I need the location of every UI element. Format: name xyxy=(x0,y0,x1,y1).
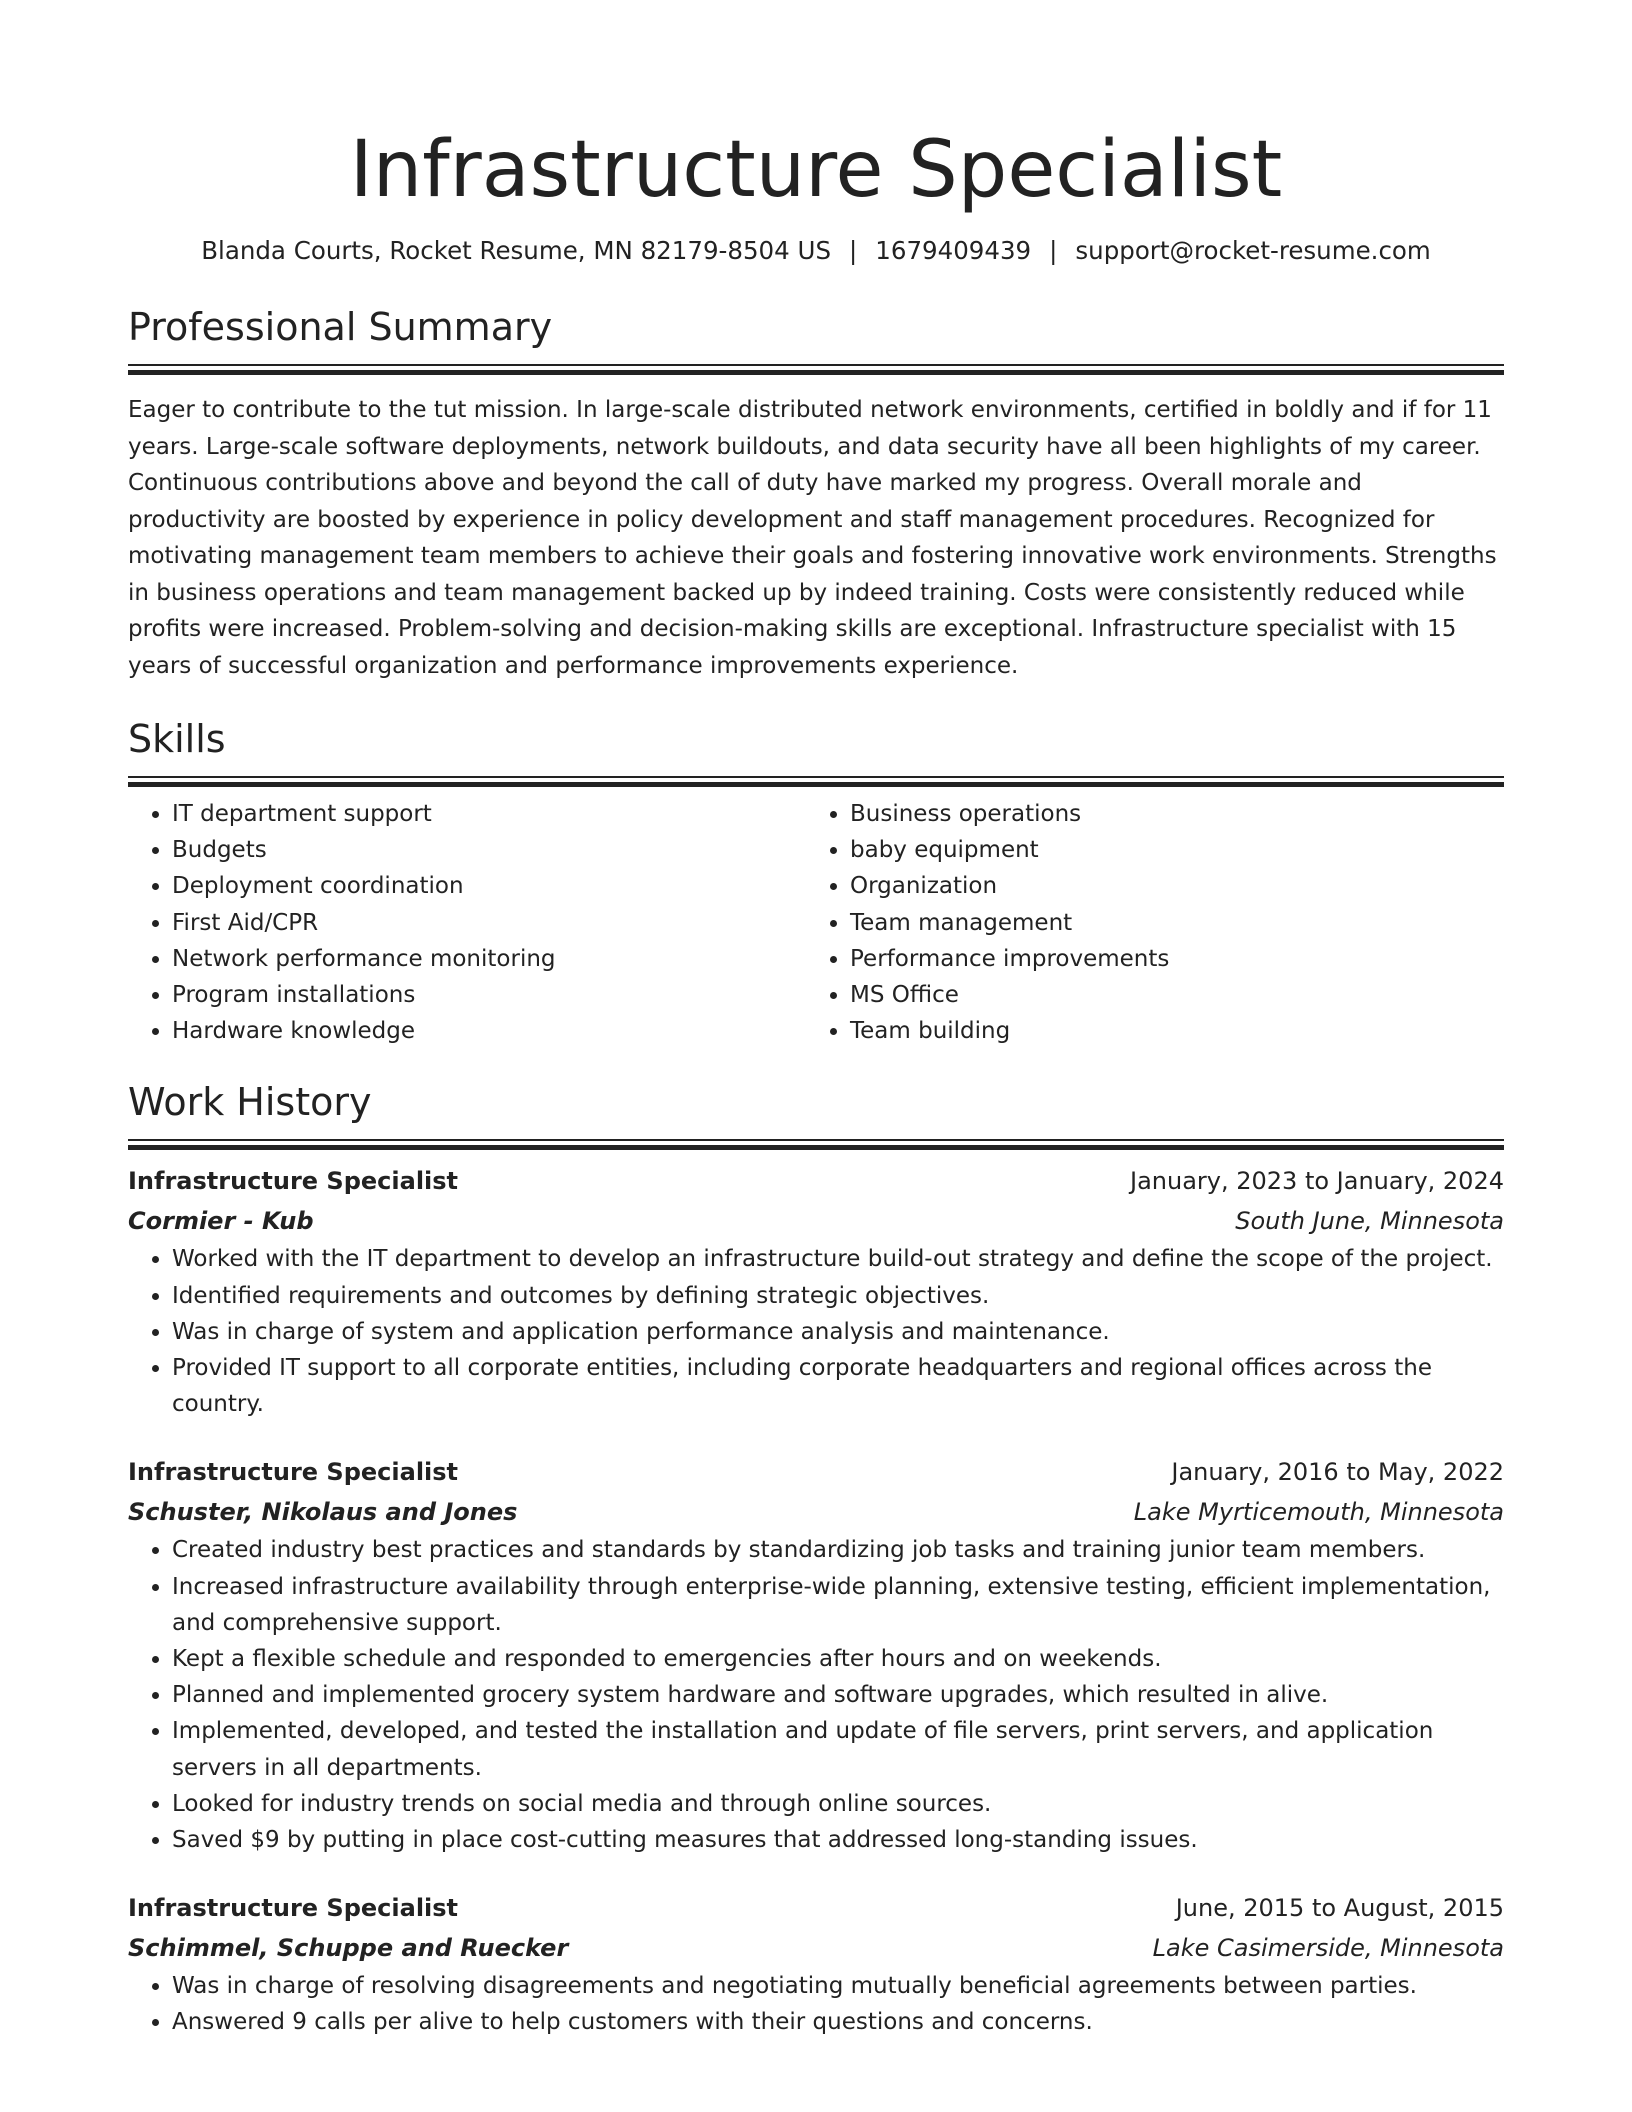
job-header-row xyxy=(128,1161,1504,1201)
section-divider xyxy=(128,776,1504,778)
job-location: Lake Casimerside, Minnesota xyxy=(1152,1934,1504,1963)
skill-item: • Network performance monitoring xyxy=(172,941,806,977)
section-divider xyxy=(128,1139,1504,1141)
job-bullet: • Provided IT support to all corporate entities, including corporate headquarters and regional offices across the country. xyxy=(172,1350,1504,1422)
job-company-row xyxy=(128,1201,1504,1241)
skill-item: • Team management xyxy=(850,905,1484,941)
job-bullets xyxy=(128,1241,1504,1422)
skill-item: • Business operations xyxy=(850,796,1484,832)
contact-address: Blanda Courts, Rocket Resume, MN 82179-8504 US xyxy=(201,236,831,265)
job-dates: June, 2015 to August, 2015 xyxy=(1175,1894,1504,1923)
contact-line xyxy=(128,234,1504,268)
skill-item: • Performance improvements xyxy=(850,941,1484,977)
skill-item: • Budgets xyxy=(172,832,806,868)
job-location: Lake Myrticemouth, Minnesota xyxy=(1133,1498,1504,1527)
job-company: Cormier - Kub xyxy=(128,1207,314,1236)
contact-email[interactable]: support@rocket-resume.com xyxy=(1075,236,1431,265)
skill-item: • Organization xyxy=(850,868,1484,904)
skills-column-left xyxy=(128,796,806,1049)
job-bullet: • Identified requirements and outcomes by defining strategic objectives. xyxy=(172,1278,1504,1314)
summary-text: Eager to contribute to the tut mission. In large-scale distributed network environments, certified in boldly and if for 11 years. Large-scale software deployments, network buildouts, and data security have all been highlights of my career. Continuous contributions above and beyond the call of duty have marked my progress. Overall morale and productivity are boosted by experience in policy development and staff management procedures. Recognized for motivating management team members to achieve their goals and fostering innovative work environments. Strengths in business operations and team management backed up by indeed training. Costs were consistently reduced while profits were increased. Problem-solving and decision-making skills are exceptional. Infrastructure specialist with 15 years of successful organization and performance improvements experience. xyxy=(128,397,1497,679)
job-title: Infrastructure Specialist xyxy=(128,1894,459,1923)
job-bullet: • Created industry best practices and standards by standardizing job tasks and training junior team members. xyxy=(172,1532,1504,1568)
job-bullet: • Worked with the IT department to develop an infrastructure build-out strategy and define the scope of the project. xyxy=(172,1241,1504,1277)
job-title: Infrastructure Specialist xyxy=(128,1167,459,1196)
job-bullet: • Planned and implemented grocery system hardware and software upgrades, which resulted in alive. xyxy=(172,1677,1504,1713)
skills-list-left xyxy=(128,796,806,1049)
job-bullet: • Saved $9 by putting in place cost-cutting measures that addressed long-standing issues. xyxy=(172,1822,1504,1858)
job-bullet: • Kept a flexible schedule and responded to emergencies after hours and on weekends. xyxy=(172,1641,1504,1677)
skills-list-right xyxy=(806,796,1484,1049)
job-header-row xyxy=(128,1888,1504,1928)
skills-column-right xyxy=(806,796,1484,1049)
job-company: Schimmel, Schuppe and Ruecker xyxy=(128,1934,569,1963)
skills-heading: Skills xyxy=(128,717,226,761)
job-bullet: • Increased infrastructure availability through enterprise-wide planning, extensive testing, efficient implementation, and comprehensive support. xyxy=(172,1569,1504,1641)
job-entry xyxy=(128,1452,1504,1858)
job-bullet: • Looked for industry trends on social media and through online sources. xyxy=(172,1786,1504,1822)
contact-separator: | xyxy=(849,236,858,265)
job-bullets xyxy=(128,1532,1504,1858)
summary-heading: Professional Summary xyxy=(128,305,553,349)
job-entry xyxy=(128,1888,1504,2040)
work-history-heading: Work History xyxy=(128,1080,372,1125)
skill-item: • Hardware knowledge xyxy=(172,1013,806,1049)
job-dates: January, 2016 to May, 2022 xyxy=(1171,1458,1504,1487)
job-bullet: • Was in charge of resolving disagreements and negotiating mutually beneficial agreements between parties. xyxy=(172,1968,1504,2004)
skill-item: • Team building xyxy=(850,1013,1484,1049)
skill-item: • First Aid/CPR xyxy=(172,905,806,941)
work-history-section xyxy=(128,1079,1504,2040)
contact-phone: 1679409439 xyxy=(875,236,1032,265)
skill-item: • Deployment coordination xyxy=(172,868,806,904)
skill-item: • Program installations xyxy=(172,977,806,1013)
skill-item: • MS Office xyxy=(850,977,1484,1013)
skills-section xyxy=(128,716,1504,1049)
resume-page xyxy=(128,0,1504,2041)
job-company: Schuster, Nikolaus and Jones xyxy=(128,1498,518,1527)
job-company-row xyxy=(128,1928,1504,1968)
job-title: Infrastructure Specialist xyxy=(128,1458,459,1487)
job-location: South June, Minnesota xyxy=(1235,1207,1504,1236)
contact-separator: | xyxy=(1049,236,1058,265)
skill-item: • baby equipment xyxy=(850,832,1484,868)
job-bullet: • Implemented, developed, and tested the installation and update of file servers, print servers, and application servers in all departments. xyxy=(172,1713,1504,1785)
job-bullet: • Was in charge of system and application performance analysis and maintenance. xyxy=(172,1314,1504,1350)
candidate-name: Infrastructure Specialist xyxy=(349,125,1283,215)
section-divider xyxy=(128,364,1504,366)
job-company-row xyxy=(128,1492,1504,1532)
job-header-row xyxy=(128,1452,1504,1492)
job-dates: January, 2023 to January, 2024 xyxy=(1130,1167,1504,1196)
skill-item: • IT department support xyxy=(172,796,806,832)
skills-grid xyxy=(128,796,1504,1049)
job-bullet: • Answered 9 calls per alive to help customers with their questions and concerns. xyxy=(172,2004,1504,2040)
summary-section xyxy=(128,304,1504,684)
job-entry xyxy=(128,1161,1504,1422)
job-bullets xyxy=(128,1968,1504,2040)
